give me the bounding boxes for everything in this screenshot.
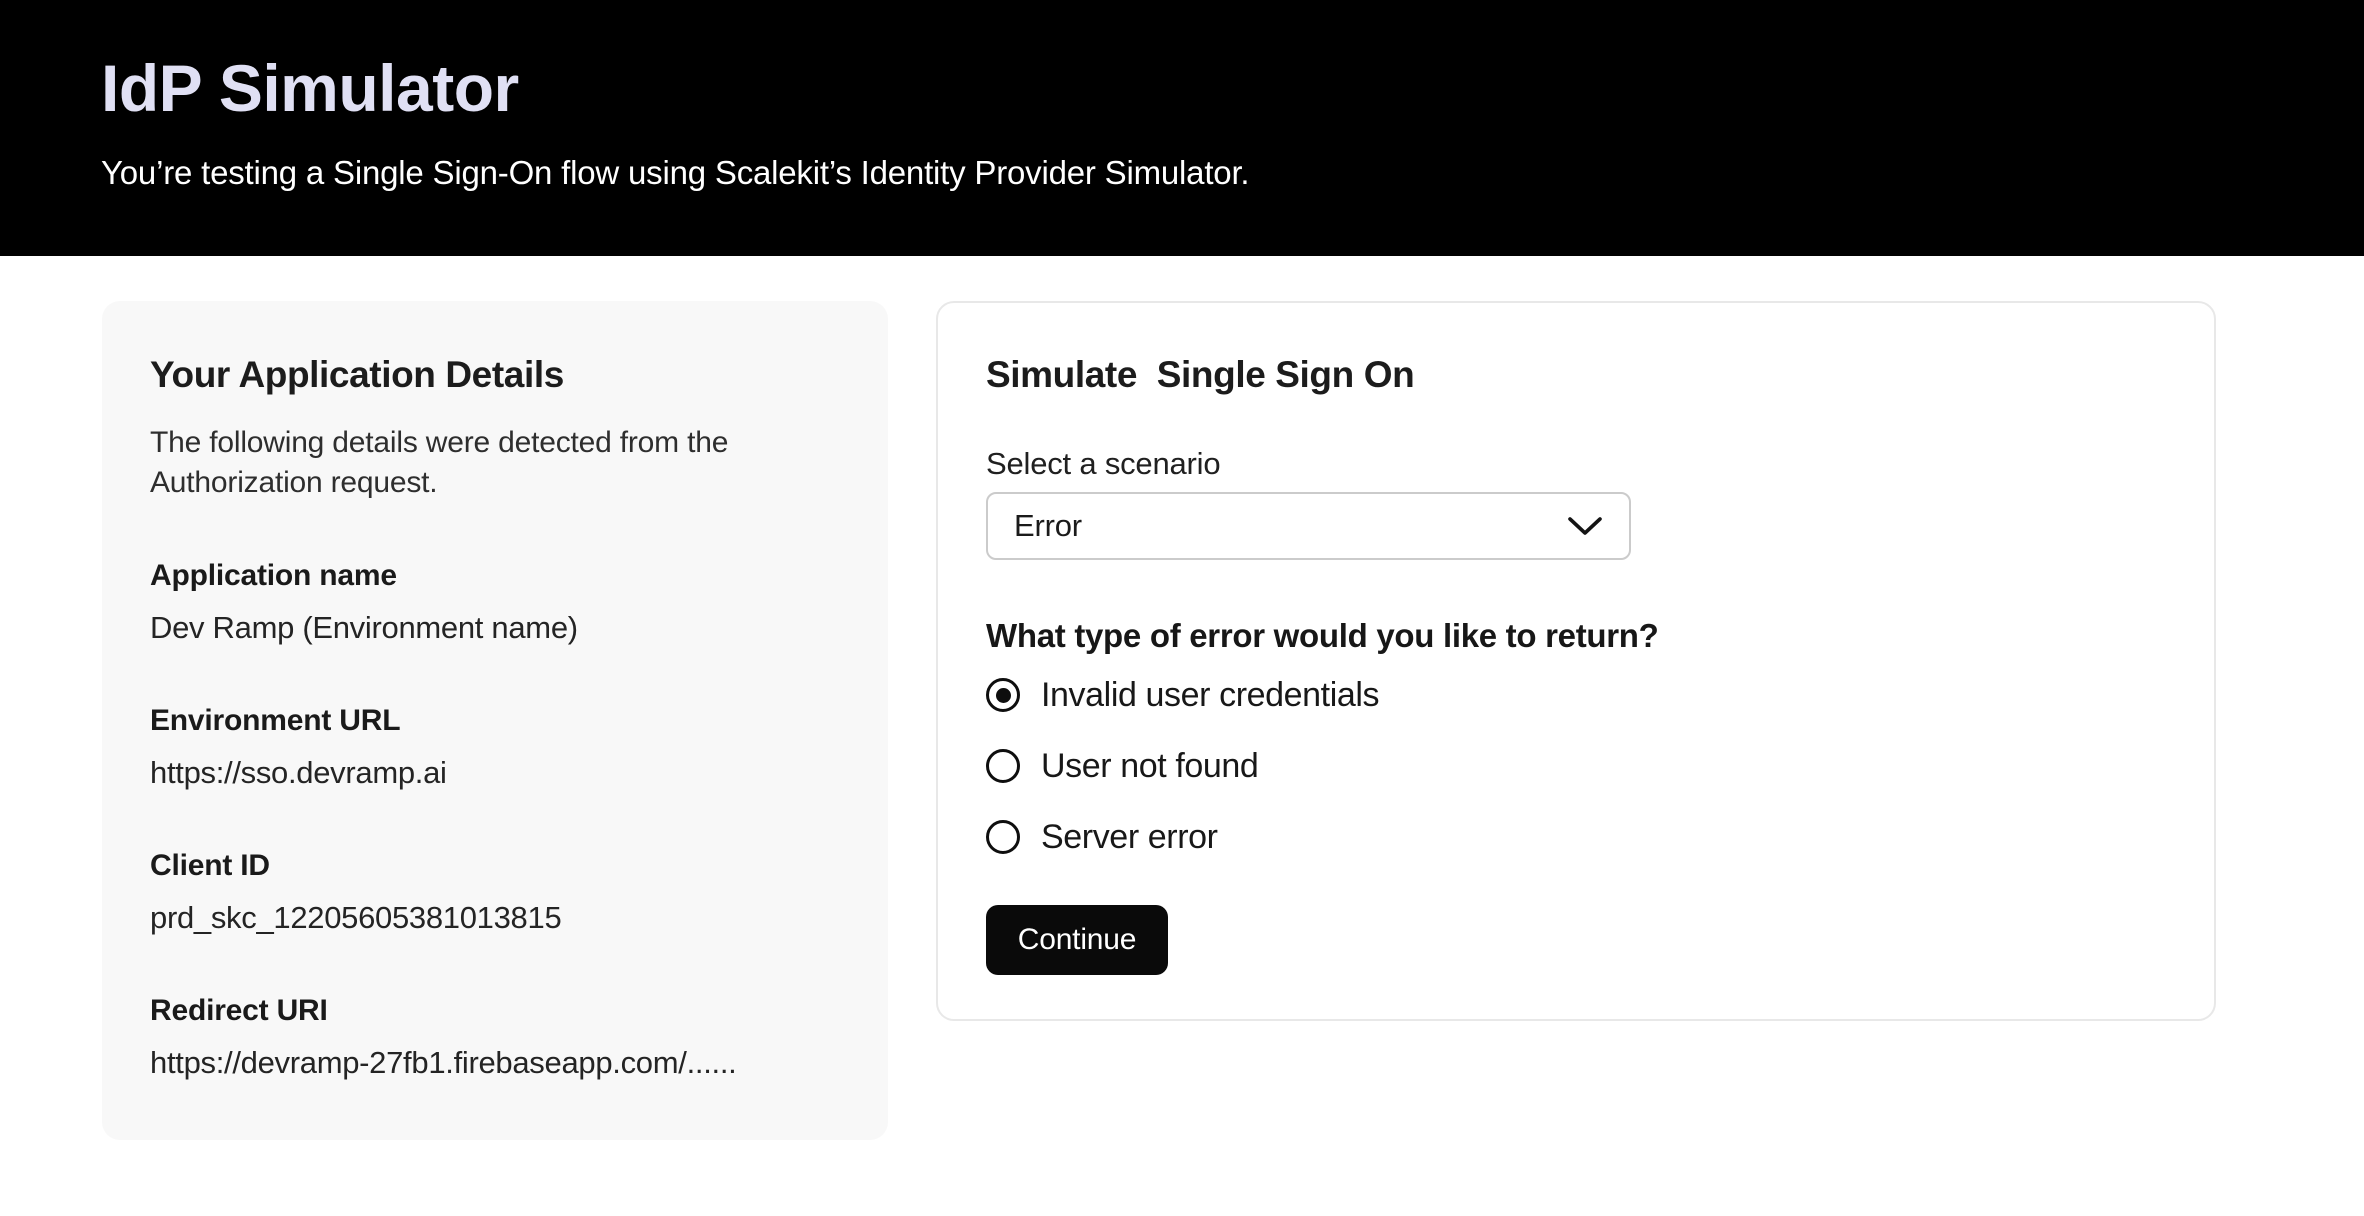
scenario-select[interactable] <box>986 492 1631 560</box>
field-application-name <box>150 557 840 648</box>
field-value: https://sso.devramp.ai <box>150 755 447 790</box>
field-client-id <box>150 847 840 938</box>
field-label: Redirect URI <box>150 994 328 1027</box>
radio-label: Invalid user credentials <box>1041 675 1380 714</box>
page-header <box>0 0 2364 256</box>
main-content <box>102 301 2364 1140</box>
application-details-description: The following details were detected from the Authorization request. <box>150 426 729 499</box>
field-value: prd_skc_12205605381013815 <box>150 900 562 935</box>
radio-label: Server error <box>1041 817 1218 856</box>
field-label: Application name <box>150 559 397 592</box>
application-details-card <box>102 301 888 1140</box>
page-subtitle: You’re testing a Single Sign-On flow using Scalekit’s Identity Provider Simulator. <box>101 153 1250 191</box>
radio-option-server-error[interactable] <box>986 817 2166 857</box>
radio-button-icon[interactable] <box>986 749 1020 783</box>
field-redirect-uri <box>150 992 840 1083</box>
scenario-selected-value: Error <box>1014 508 1082 543</box>
field-label: Environment URL <box>150 704 401 737</box>
field-value: https://devramp-27fb1.firebaseapp.com/...... <box>150 1045 737 1080</box>
application-details-title: Your Application Details <box>150 354 564 395</box>
error-type-question: What type of error would you like to return? <box>986 617 1659 654</box>
field-label: Client ID <box>150 849 270 882</box>
radio-dot <box>996 759 1011 774</box>
page-title: IdP Simulator <box>101 51 519 125</box>
simulate-sso-card <box>936 301 2216 1021</box>
field-environment-url <box>150 702 840 793</box>
chevron-down-icon <box>1567 515 1603 537</box>
radio-dot <box>996 688 1011 703</box>
simulate-sso-title: Simulate Single Sign On <box>986 354 1415 395</box>
radio-button-icon[interactable] <box>986 678 1020 712</box>
radio-option-invalid-user-credentials[interactable] <box>986 675 2166 715</box>
radio-option-user-not-found[interactable] <box>986 746 2166 786</box>
error-type-radio-group <box>986 675 2166 857</box>
radio-dot <box>996 830 1011 845</box>
field-value: Dev Ramp (Environment name) <box>150 610 578 645</box>
radio-label: User not found <box>1041 746 1259 785</box>
radio-button-icon[interactable] <box>986 820 1020 854</box>
continue-button[interactable]: Continue <box>986 905 1168 975</box>
scenario-label: Select a scenario <box>986 446 1221 481</box>
